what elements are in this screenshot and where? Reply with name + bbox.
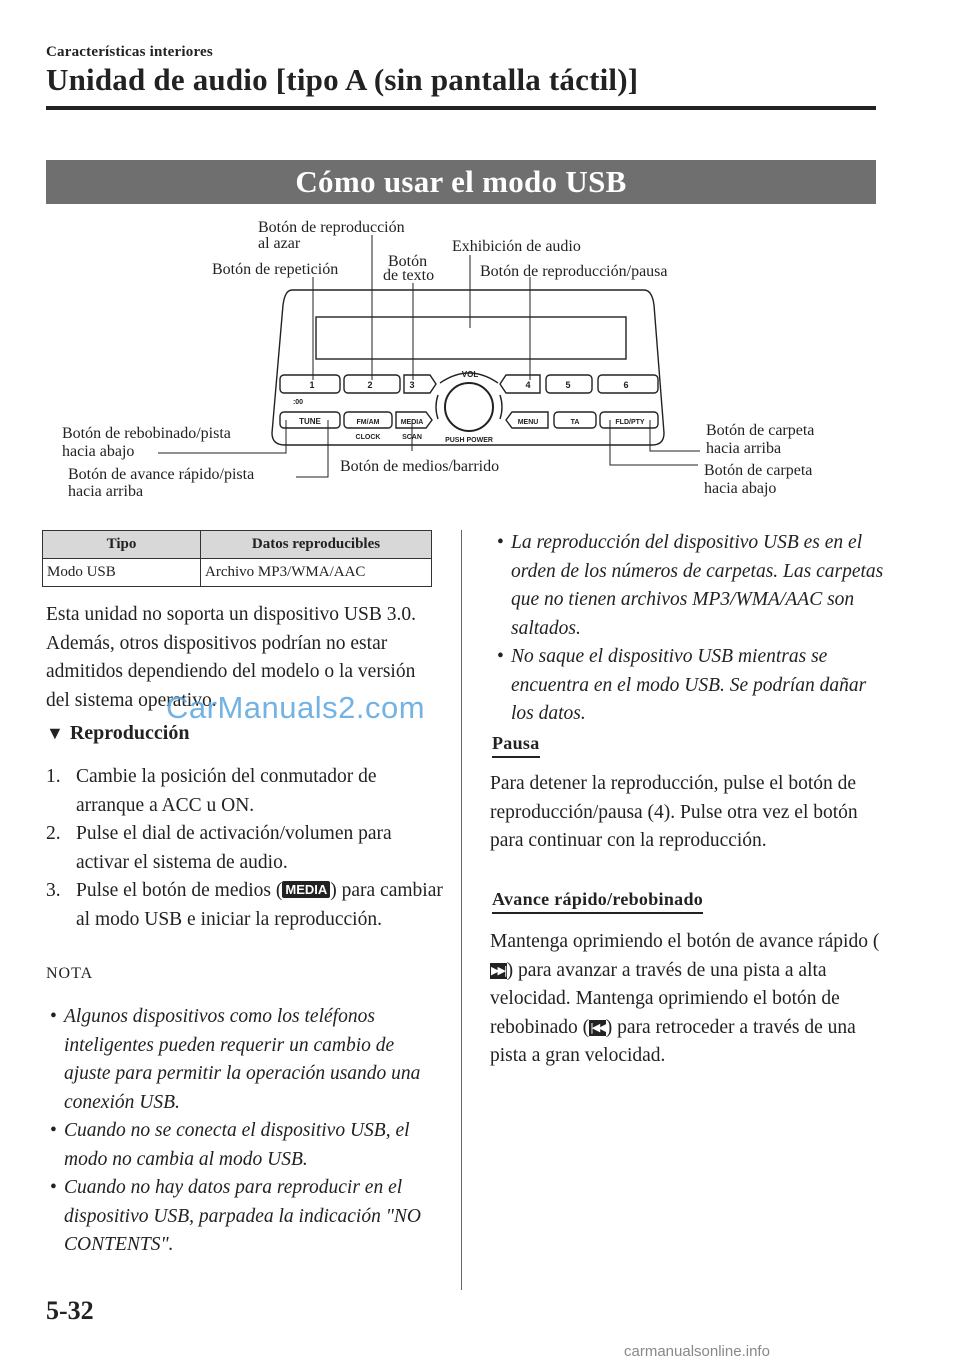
note-text: Algunos dispositivos como los teléfonos inteligentes pueden requerir un cambio de ajuste para permitir la operación usando una conexión USB. bbox=[64, 1006, 421, 1113]
push-power-label: PUSH POWER bbox=[445, 437, 493, 444]
fast-forward-icon: ▶▶| bbox=[491, 963, 506, 977]
label-rewind-1: Botón de rebobinado/pista bbox=[62, 425, 231, 442]
unit-outline bbox=[272, 290, 664, 445]
list-item bbox=[50, 1003, 440, 1117]
fm-am-label: FM/AM bbox=[356, 419, 380, 426]
menu-label: MENU bbox=[517, 419, 539, 426]
list-item bbox=[46, 820, 446, 877]
column-divider bbox=[461, 530, 462, 1290]
table-cell: Modo USB bbox=[43, 559, 201, 587]
section-banner: Cómo usar el modo USB bbox=[46, 160, 876, 204]
clock-label: CLOCK bbox=[355, 434, 381, 441]
bullet-icon: • bbox=[497, 646, 504, 667]
ta-label: TA bbox=[570, 419, 580, 426]
note-text: La reproducción del dispositivo USB es en el orden de los números de carpetas. Las carpetas que no tienen archivos MP3/WMA/AAC son saltados. bbox=[511, 532, 884, 639]
avance-paragraph bbox=[490, 928, 885, 1071]
label-folder-up-2: hacia arriba bbox=[706, 440, 782, 457]
bullet-icon: • bbox=[50, 1177, 57, 1198]
step-number: 2. bbox=[46, 823, 61, 844]
step-text bbox=[76, 877, 446, 934]
display-window bbox=[316, 317, 626, 359]
label-audio-display: Exhibición de audio bbox=[452, 238, 581, 255]
section-label: Características interiores bbox=[46, 44, 213, 60]
list-item bbox=[46, 877, 446, 934]
list-item bbox=[497, 643, 887, 729]
page-number: 5-32 bbox=[46, 1296, 94, 1325]
label-forward-2: hacia arriba bbox=[68, 483, 144, 500]
note-text: No saque el dispositivo USB mientras se encuentra en el modo USB. Se podrían dañar los datos. bbox=[511, 646, 867, 724]
preset-5-label: 5 bbox=[565, 380, 571, 390]
watermark-logo: CarManuals2.com bbox=[166, 690, 426, 725]
step-text: Pulse el dial de activación/volumen para activar el sistema de audio. bbox=[76, 823, 392, 873]
list-item bbox=[497, 529, 887, 643]
preset-3-label: 3 bbox=[409, 380, 415, 390]
label-random-2: al azar bbox=[258, 235, 301, 252]
list-item bbox=[50, 1174, 440, 1260]
media-button-icon: MEDIA bbox=[282, 881, 330, 898]
triangle-down-icon: ▼ bbox=[46, 723, 64, 743]
pausa-paragraph: Para detener la reproducción, pulse el botón de reproducción/pausa (4). Pulse otra vez el botón para continuar con la reproducción. bbox=[490, 773, 858, 851]
preset-4-label: 4 bbox=[525, 380, 531, 390]
label-media-scan: Botón de medios/barrido bbox=[340, 458, 500, 475]
label-text-2: de texto bbox=[383, 267, 435, 284]
avance-heading: Avance rápido/rebobinado bbox=[492, 889, 703, 914]
step-text-pre: Pulse el botón de medios ( bbox=[76, 880, 283, 901]
volume-knob bbox=[445, 383, 493, 431]
bullet-icon: • bbox=[50, 1006, 57, 1027]
reproduccion-heading bbox=[46, 722, 189, 745]
label-folder-down-2: hacia abajo bbox=[704, 480, 777, 497]
scan-label: SCAN bbox=[402, 434, 422, 441]
table-cell: Archivo MP3/WMA/AAC bbox=[201, 559, 432, 587]
media-label: MEDIA bbox=[400, 419, 424, 426]
table-header-tipo: Tipo bbox=[43, 531, 201, 559]
tune-label: TUNE bbox=[299, 417, 321, 426]
preset-1-sublabel: :00 bbox=[292, 399, 304, 406]
data-types-table bbox=[42, 530, 432, 587]
bullet-icon: • bbox=[497, 532, 504, 553]
preset-1-label: 1 bbox=[309, 380, 315, 390]
list-item bbox=[46, 763, 446, 820]
label-random-1: Botón de reproducción bbox=[258, 219, 405, 236]
step-number: 1. bbox=[46, 766, 61, 787]
table-row bbox=[43, 559, 432, 587]
label-folder-up-1: Botón de carpeta bbox=[706, 422, 815, 439]
vol-label: VOL bbox=[461, 370, 479, 379]
title-divider bbox=[46, 106, 876, 110]
label-text-1: Botón bbox=[388, 253, 428, 270]
notes-right bbox=[497, 529, 887, 729]
nota-heading: NOTA bbox=[46, 965, 94, 982]
avance-text-1a: Mantenga oprimiendo el botón de avance rápido ( bbox=[490, 931, 880, 952]
label-repeat: Botón de repetición bbox=[212, 261, 339, 278]
notes-left bbox=[50, 1003, 440, 1260]
footer-watermark: carmanualsonline.info bbox=[624, 1343, 770, 1360]
avance-text-2a: Mantenga oprimiendo el botón de rebobinado ( bbox=[490, 988, 840, 1038]
pausa-heading: Pausa bbox=[492, 733, 540, 758]
preset-6-label: 6 bbox=[623, 380, 629, 390]
reproduccion-heading-text: Reproducción bbox=[69, 722, 190, 744]
fld-pty-label: FLD/PTY bbox=[615, 419, 645, 426]
bullet-icon: • bbox=[50, 1120, 57, 1141]
label-folder-down-1: Botón de carpeta bbox=[704, 462, 813, 479]
label-play-pause: Botón de reproducción/pausa bbox=[480, 263, 668, 280]
audio-unit-diagram bbox=[0, 215, 960, 505]
preset-4-button bbox=[500, 375, 540, 393]
list-item bbox=[50, 1117, 440, 1174]
table-header-datos: Datos reproducibles bbox=[201, 531, 432, 559]
page-title: Unidad de audio [tipo A (sin pantalla táctil)] bbox=[46, 62, 639, 97]
leader-folder-down bbox=[610, 420, 698, 465]
rewind-icon: |◀◀ bbox=[590, 1020, 605, 1034]
avance-text-1b: ) para avanzar a través de una pista a alta velocidad. bbox=[490, 959, 827, 1009]
note-text: Cuando no hay datos para reproducir en el dispositivo USB, parpadea la indicación "NO CONTENTS". bbox=[64, 1177, 421, 1255]
step-number: 3. bbox=[46, 880, 61, 901]
note-text: Cuando no se conecta el dispositivo USB, el modo no cambia al modo USB. bbox=[64, 1120, 410, 1170]
label-rewind-2: hacia abajo bbox=[62, 443, 135, 460]
step-text: Cambie la posición del conmutador de arranque a ACC u ON. bbox=[76, 766, 377, 816]
avance-text-2b: ) para retroceder a través de una pista a gran velocidad. bbox=[490, 1016, 856, 1066]
step-text-post: ) para cambiar al modo USB e iniciar la reproducción. bbox=[76, 880, 443, 930]
intro-paragraph: Esta unidad no soporta un dispositivo USB 3.0. Además, otros dispositivos podrían no estar admitidos dependiendo del modelo o la versión del sistema operativo. bbox=[46, 604, 416, 711]
steps-list bbox=[46, 763, 446, 934]
preset-2-label: 2 bbox=[367, 380, 373, 390]
label-forward-1: Botón de avance rápido/pista bbox=[68, 466, 255, 483]
